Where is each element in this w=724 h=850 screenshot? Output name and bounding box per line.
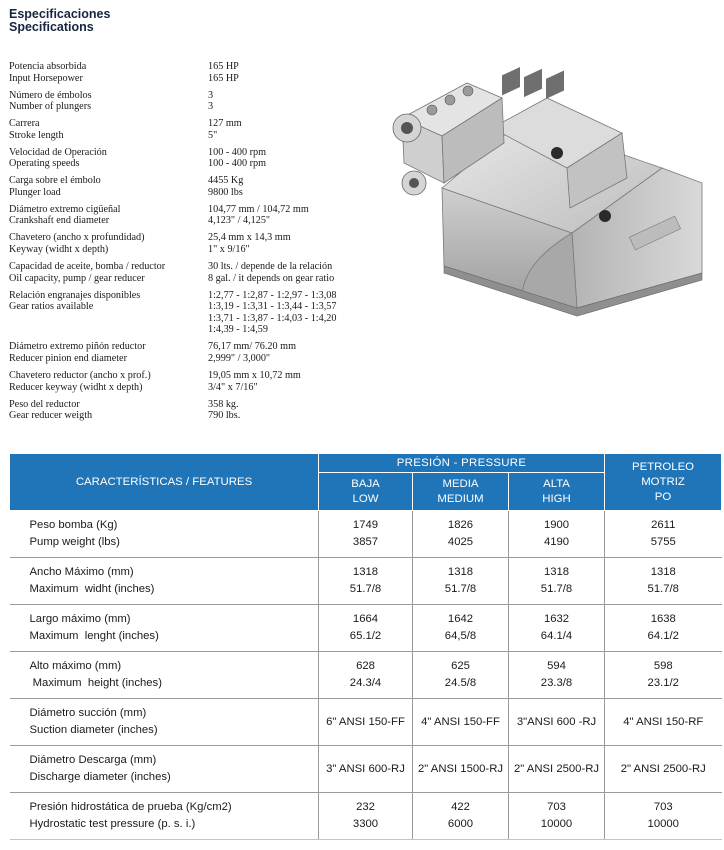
table-cell xyxy=(509,511,605,558)
table-cell xyxy=(413,605,509,652)
cell-value: 10000 xyxy=(647,818,679,830)
row-label-line: Largo máximo (mm) xyxy=(29,613,131,625)
cell-value: 2" ANSI 1500-RJ xyxy=(417,762,503,775)
spec-row xyxy=(9,232,389,255)
spec-row xyxy=(9,118,389,141)
table-row xyxy=(10,793,722,840)
spec-value-line: 8 gal. / it depends on gear ratio xyxy=(208,272,335,284)
heading-en: Specifications xyxy=(9,19,94,34)
table-row xyxy=(10,699,722,746)
table-cell xyxy=(319,511,413,558)
spec-value xyxy=(208,290,389,336)
spec-label xyxy=(9,61,208,84)
spec-value xyxy=(208,399,389,422)
cell-value: 1318 xyxy=(650,566,676,578)
spec-value xyxy=(208,90,389,113)
features-header: CARACTERÍSTICAS / FEATURES xyxy=(10,454,319,511)
features-table xyxy=(9,453,722,840)
spec-label-line: Carga sobre el émbolo xyxy=(9,175,101,187)
spec-label-line: Chavetero (ancho x profundidad) xyxy=(9,232,145,244)
sub-header-low xyxy=(319,473,413,511)
cell-value: 24.3/4 xyxy=(349,677,382,689)
cell-value: 594 xyxy=(547,660,566,672)
spec-value-line: 1:2,77 - 1:2,87 - 1:2,97 - 1:3,08 xyxy=(208,289,337,301)
cell-value: 3300 xyxy=(352,818,379,830)
cell-value: 5755 xyxy=(650,536,676,548)
spec-value-line: 3 xyxy=(208,89,214,101)
cell-value: 2" ANSI 2500-RJ xyxy=(514,762,600,775)
spec-value-line: 1" x 9/16" xyxy=(208,244,250,256)
cell-value: 422 xyxy=(451,801,470,813)
table-cell xyxy=(605,511,722,558)
table-cell xyxy=(509,558,605,605)
table-cell xyxy=(319,652,413,699)
spec-label-line: Relación engranajes disponibles xyxy=(9,289,141,301)
table-cell xyxy=(509,746,605,793)
table-row xyxy=(10,558,722,605)
spec-row xyxy=(9,61,389,84)
table-cell xyxy=(605,699,722,746)
row-label-line: Hydrostatic test pressure (p. s. i.) xyxy=(29,818,196,830)
spec-value-line: 104,77 mm / 104,72 mm xyxy=(208,203,309,215)
spec-row xyxy=(9,341,389,364)
spec-row xyxy=(9,90,389,113)
spec-value-line: 358 kg. xyxy=(208,398,239,410)
spec-value xyxy=(208,341,389,364)
cell-value: 64,5/8 xyxy=(444,630,477,642)
row-label-line: Presión hidrostática de prueba (Kg/cm2) xyxy=(29,801,232,813)
spec-value-line: 9800 lbs xyxy=(208,186,243,198)
spec-label-line: Input Horsepower xyxy=(9,72,83,84)
spec-label-line: Chavetero reductor (ancho x prof.) xyxy=(9,369,151,381)
table-cell xyxy=(413,511,509,558)
spec-label-line: Number of plungers xyxy=(9,101,92,113)
table-cell xyxy=(413,746,509,793)
spec-label-line: Operating speeds xyxy=(9,158,80,170)
cell-value: 6" ANSI 150-FF xyxy=(326,715,405,728)
sub-header-en: MEDIUM xyxy=(437,492,484,505)
spec-value xyxy=(208,232,389,255)
table-cell xyxy=(605,746,722,793)
cell-value: 4" ANSI 150-FF xyxy=(421,715,500,728)
cell-value: 4025 xyxy=(447,536,474,548)
table-cell xyxy=(413,652,509,699)
table-cell xyxy=(509,793,605,840)
spec-value-line: 3 xyxy=(208,101,214,113)
spec-label-line: Reducer keyway (widht x depth) xyxy=(9,381,143,393)
sub-header-es: BAJA xyxy=(351,477,380,490)
spec-value xyxy=(208,118,389,141)
spec-label xyxy=(9,90,208,113)
cell-value: 1638 xyxy=(650,613,676,625)
sub-header-es: ALTA xyxy=(543,477,570,490)
cell-value: 23.1/2 xyxy=(647,677,679,689)
spec-label-line: Reducer pinion end diameter xyxy=(9,352,127,364)
row-label xyxy=(10,558,319,605)
cell-value: 51.7/8 xyxy=(349,583,382,595)
spec-value-line: 1:4,39 - 1:4,59 xyxy=(208,324,268,336)
table-cell xyxy=(319,746,413,793)
heading-es: Especificaciones xyxy=(9,7,111,21)
row-label-line: Maximum lenght (inches) xyxy=(29,630,159,642)
table-cell xyxy=(509,605,605,652)
cell-value: 3" ANSI 600-RJ xyxy=(326,762,405,775)
cell-value: 6000 xyxy=(447,818,474,830)
spec-value-line: 3/4" x 7/16" xyxy=(208,381,258,393)
row-label xyxy=(10,652,319,699)
row-label-line: Maximum widht (inches) xyxy=(29,583,155,595)
cell-value: 625 xyxy=(451,660,470,672)
cell-value: 64.1/4 xyxy=(540,630,573,642)
spec-label xyxy=(9,232,208,255)
petroleo-header xyxy=(605,454,722,511)
table-cell xyxy=(413,793,509,840)
spec-value-line: 19,05 mm x 10,72 mm xyxy=(208,369,301,381)
spec-label xyxy=(9,204,208,227)
petroleo-line: PO xyxy=(654,490,672,503)
spec-value xyxy=(208,261,389,284)
spec-label-line: Carrera xyxy=(9,118,40,130)
table-cell xyxy=(319,699,413,746)
spec-value-line: 127 mm xyxy=(208,118,242,130)
row-label-line: Diámetro succión (mm) xyxy=(29,707,147,719)
spec-label xyxy=(9,261,208,284)
table-cell xyxy=(413,558,509,605)
petroleo-line: MOTRIZ xyxy=(641,475,685,488)
cell-value: 51.7/8 xyxy=(647,583,679,595)
cell-value: 232 xyxy=(356,801,375,813)
cell-value: 1642 xyxy=(447,613,474,625)
cell-value: 1749 xyxy=(352,519,379,531)
cell-value: 1900 xyxy=(543,519,570,531)
table-cell xyxy=(319,605,413,652)
table-row xyxy=(10,605,722,652)
cell-value: 1318 xyxy=(447,566,474,578)
table-cell xyxy=(605,793,722,840)
table-row xyxy=(10,746,722,793)
spec-row xyxy=(9,370,389,393)
spec-row xyxy=(9,261,389,284)
cell-value: 1632 xyxy=(543,613,570,625)
cell-value: 23.3/8 xyxy=(540,677,573,689)
spec-value-line: 165 HP xyxy=(208,61,239,72)
cell-value: 1826 xyxy=(447,519,474,531)
table-cell xyxy=(413,699,509,746)
row-label-line: Peso bomba (Kg) xyxy=(29,519,118,531)
spec-value-line: 1:3,19 - 1:3,31 - 1:3,44 - 1:3,57 xyxy=(208,301,337,313)
spec-value-line: 100 - 400 rpm xyxy=(208,158,267,170)
spec-label-line: Stroke length xyxy=(9,129,64,141)
table-row xyxy=(10,511,722,558)
cell-value: 628 xyxy=(356,660,375,672)
spec-label-line: Plunger load xyxy=(9,186,61,198)
row-label xyxy=(10,699,319,746)
spec-value-line: 25,4 mm x 14,3 mm xyxy=(208,232,291,244)
row-label xyxy=(10,793,319,840)
spec-value xyxy=(208,204,389,227)
cell-value: 4190 xyxy=(543,536,570,548)
sub-header-es: MEDIA xyxy=(442,477,479,490)
row-label-line: Maximum height (inches) xyxy=(29,677,162,689)
sub-header-high xyxy=(509,473,605,511)
spec-label-line: Velocidad de Operación xyxy=(9,146,107,158)
spec-label-line: Gear ratios available xyxy=(9,301,94,313)
row-label-line: Alto máximo (mm) xyxy=(29,660,122,672)
cell-value: 2" ANSI 2500-RJ xyxy=(620,762,706,775)
table-cell xyxy=(319,793,413,840)
spec-label-line: Diámetro extremo cigüeñal xyxy=(9,203,121,215)
sub-header-en: HIGH xyxy=(542,492,571,505)
spec-label-line: Keyway (widht x depth) xyxy=(9,244,109,256)
spec-row xyxy=(9,175,389,198)
spec-list xyxy=(9,61,389,427)
petroleo-line: PETROLEO xyxy=(632,460,695,473)
spec-row xyxy=(9,290,389,336)
table-row xyxy=(10,652,722,699)
spec-value-line: 790 lbs. xyxy=(208,410,241,422)
row-label-line: Ancho Máximo (mm) xyxy=(29,566,134,578)
spec-label-line: Gear reducer weigth xyxy=(9,410,93,422)
spec-value-line: 5" xyxy=(208,129,218,141)
spec-label-line: Crankshaft end diameter xyxy=(9,215,110,227)
spec-label-line: Capacidad de aceite, bomba / reductor xyxy=(9,261,166,273)
spec-value xyxy=(208,147,389,170)
cell-value: 65.1/2 xyxy=(349,630,382,642)
cell-value: 703 xyxy=(653,801,673,813)
cell-value: 1664 xyxy=(352,613,379,625)
table-cell xyxy=(605,558,722,605)
spec-value-line: 100 - 400 rpm xyxy=(208,146,267,158)
table-cell xyxy=(605,605,722,652)
sub-header-medium xyxy=(413,473,509,511)
cell-value: 3857 xyxy=(352,536,379,548)
cell-value: 3"ANSI 600 -RJ xyxy=(516,715,597,728)
row-label xyxy=(10,605,319,652)
spec-value-line: 30 lts. / depende de la relación xyxy=(208,261,333,273)
cell-value: 51.7/8 xyxy=(540,583,573,595)
cell-value: 24.5/8 xyxy=(444,677,477,689)
cell-value: 51.7/8 xyxy=(444,583,477,595)
spec-label xyxy=(9,341,208,364)
spec-label xyxy=(9,175,208,198)
spec-value-line: 165 HP xyxy=(208,72,239,84)
spec-label-line: Diámetro extremo piñón reductor xyxy=(9,341,146,353)
pressure-header: PRESIÓN - PRESSURE xyxy=(319,454,605,473)
row-label xyxy=(10,746,319,793)
row-label-line: Suction diameter (inches) xyxy=(29,724,158,736)
spec-row xyxy=(9,399,389,422)
table-cell xyxy=(605,652,722,699)
spec-value-line: 4,123" / 4,125" xyxy=(208,215,271,227)
specs-heading xyxy=(9,8,110,33)
cell-value: 64.1/2 xyxy=(647,630,679,642)
cell-value: 1318 xyxy=(352,566,379,578)
spec-label-line: Número de émbolos xyxy=(9,89,92,101)
cell-value: 2611 xyxy=(651,519,676,531)
table-cell xyxy=(509,699,605,746)
row-label-line: Pump weight (lbs) xyxy=(29,536,120,548)
spec-row xyxy=(9,204,389,227)
cell-value: 1318 xyxy=(543,566,570,578)
spec-label-line: Potencia absorbida xyxy=(9,61,87,72)
row-label-line: Discharge diameter (inches) xyxy=(29,771,171,783)
cell-value: 598 xyxy=(653,660,673,672)
spec-value xyxy=(208,175,389,198)
pump-illustration xyxy=(372,58,714,320)
row-label xyxy=(10,511,319,558)
spec-row xyxy=(9,147,389,170)
spec-value-line: 76,17 mm/ 76.20 mm xyxy=(208,341,297,353)
table-cell xyxy=(319,558,413,605)
spec-label xyxy=(9,147,208,170)
spec-label xyxy=(9,370,208,393)
table-cell xyxy=(509,652,605,699)
spec-value xyxy=(208,61,389,84)
spec-value-line: 4455 Kg xyxy=(208,175,244,187)
spec-label-line: Peso del reductor xyxy=(9,398,80,410)
spec-label xyxy=(9,290,208,336)
sub-header-en: LOW xyxy=(352,492,379,505)
spec-value xyxy=(208,370,389,393)
spec-label xyxy=(9,118,208,141)
cell-value: 4" ANSI 150-RF xyxy=(623,715,704,728)
spec-value-line: 1:3,71 - 1:3,87 - 1:4,03 - 1:4,20 xyxy=(208,312,337,324)
spec-label-line: Oil capacity, pump / gear reducer xyxy=(9,272,145,284)
spec-label xyxy=(9,399,208,422)
spec-value-line: 2,999" / 3,000" xyxy=(208,352,271,364)
cell-value: 10000 xyxy=(540,818,573,830)
cell-value: 703 xyxy=(547,801,566,813)
row-label-line: Diámetro Descarga (mm) xyxy=(29,754,157,766)
